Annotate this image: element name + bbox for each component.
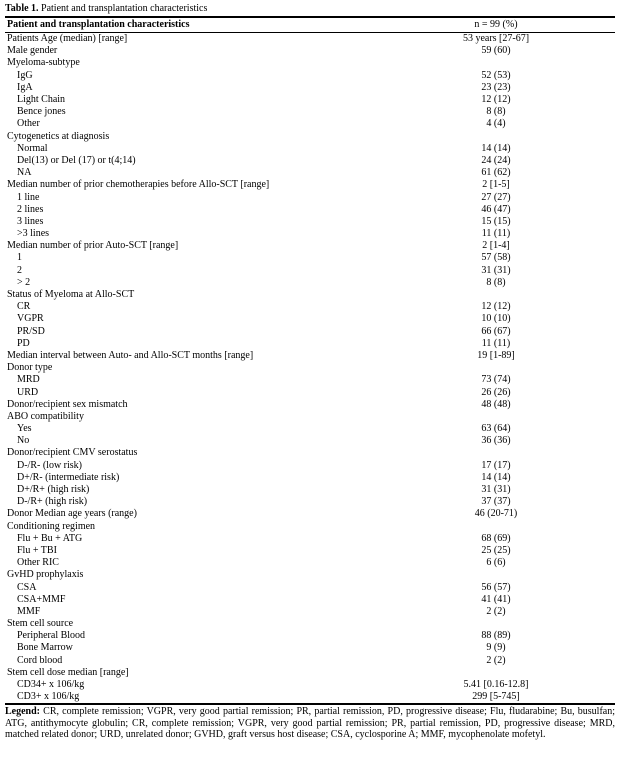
row-label: Donor/recipient sex mismatch — [7, 398, 128, 410]
row-value: 15 (15) — [481, 215, 511, 227]
row-value: 299 [5-745] — [472, 691, 520, 703]
table-row — [5, 70, 615, 82]
row-label: Median number of prior Auto-SCT [range] — [7, 240, 179, 252]
row-label: D+/R+ (high risk) — [17, 484, 90, 496]
row-value: 48 (48) — [481, 398, 511, 410]
row-value: 14 (14) — [481, 471, 511, 483]
row-label: GvHD prophylaxis — [7, 569, 84, 581]
row-label: 3 lines — [17, 215, 44, 227]
row-label: Flu + Bu + ATG — [17, 532, 83, 544]
table-row — [5, 533, 615, 545]
row-value: 46 (47) — [481, 203, 511, 215]
row-value: 36 (36) — [481, 435, 511, 447]
table-row — [5, 191, 615, 203]
row-label: NA — [17, 167, 32, 179]
row-label: Yes — [17, 423, 32, 435]
table-row — [5, 581, 615, 593]
row-value — [377, 667, 615, 679]
row-label: MRD — [17, 374, 40, 386]
table-caption-text: Patient and transplantation characteristics — [41, 3, 208, 14]
row-label: Conditioning regimen — [7, 520, 96, 532]
table-row — [5, 155, 615, 167]
row-label: Normal — [17, 142, 48, 154]
row-label: D-/R+ (high risk) — [17, 496, 88, 508]
characteristics-table — [5, 16, 615, 705]
row-label: MMF — [17, 605, 41, 617]
table-row — [5, 691, 615, 704]
row-value: 8 (8) — [486, 276, 506, 288]
table-row — [5, 167, 615, 179]
row-value: 57 (58) — [481, 252, 511, 264]
legend-text: CR, complete remission; VGPR, very good partial remission; PR, partial remission, PD, progressive disease; Flu, fludarabine; Bu, busulfan; ATG, antithymocyte globulin; CR, complete remission; VGPR, very good partial remission; PR, partial remission, PD, progressive disease; MRD, matched related donor; URD, unrelated donor; GVHD, graft versus host disease; CSA, cyclosporine A; MMF, mycophenolate mofetyl. — [5, 706, 616, 741]
table-row — [5, 301, 615, 313]
table-legend — [5, 705, 615, 741]
table-row — [5, 642, 615, 654]
table-row — [5, 45, 615, 57]
row-value — [377, 411, 615, 423]
row-value — [377, 362, 615, 374]
row-label: Del(13) or Del (17) or t(4;14) — [17, 154, 136, 166]
row-value: 2 (2) — [486, 654, 506, 666]
row-label: Male gender — [7, 45, 58, 57]
row-label: Status of Myeloma at Allo-SCT — [7, 289, 135, 301]
row-label: Light Chain — [17, 94, 66, 106]
row-label: Donor/recipient CMV serostatus — [7, 447, 138, 459]
row-value: 5.41 [0.16-12.8] — [463, 679, 529, 691]
table-row — [5, 57, 615, 69]
table-row — [5, 557, 615, 569]
table-row — [5, 435, 615, 447]
row-label: >3 lines — [17, 228, 50, 240]
row-value: 17 (17) — [481, 459, 511, 471]
table-row — [5, 338, 615, 350]
row-label: Other — [17, 118, 40, 130]
row-label: Donor Median age years (range) — [7, 508, 137, 520]
table-row — [5, 362, 615, 374]
table-row — [5, 508, 615, 520]
row-label: IgA — [17, 81, 33, 93]
row-value: 52 (53) — [481, 69, 511, 81]
row-label: D-/R- (low risk) — [17, 459, 82, 471]
row-value: 56 (57) — [481, 581, 511, 593]
table-row — [5, 143, 615, 155]
row-label: IgG — [17, 69, 33, 81]
table-row — [5, 460, 615, 472]
row-label: VGPR — [17, 313, 44, 325]
row-label: Cord blood — [17, 654, 63, 666]
table-row — [5, 106, 615, 118]
document-page — [5, 0, 615, 741]
row-value: 2 (2) — [486, 605, 506, 617]
table-row — [5, 521, 615, 533]
table-row — [5, 472, 615, 484]
row-label: Stem cell dose median [range] — [7, 666, 129, 678]
row-label: Donor type — [7, 362, 53, 374]
row-value — [377, 289, 615, 301]
row-value — [377, 521, 615, 533]
row-label: CSA+MMF — [17, 593, 66, 605]
row-label: Cytogenetics at diagnosis — [7, 130, 110, 142]
table-body — [5, 33, 615, 705]
row-value — [377, 569, 615, 581]
row-label: CD3+ x 106/kg — [17, 691, 80, 703]
table-row — [5, 594, 615, 606]
row-value: 73 (74) — [481, 374, 511, 386]
table-row — [5, 545, 615, 557]
table-row — [5, 496, 615, 508]
row-label: 2 lines — [17, 203, 44, 215]
row-value: 12 (12) — [481, 94, 511, 106]
row-value: 6 (6) — [486, 557, 506, 569]
row-value — [377, 57, 615, 69]
row-value — [377, 131, 615, 143]
row-label: Stem cell source — [7, 618, 74, 630]
row-label: URD — [17, 386, 39, 398]
table-row — [5, 423, 615, 435]
row-label: CSA — [17, 581, 37, 593]
row-label: PD — [17, 337, 30, 349]
row-label: Other RIC — [17, 557, 59, 569]
table-row — [5, 289, 615, 301]
table-row — [5, 326, 615, 338]
table-caption — [5, 3, 615, 16]
row-value: 10 (10) — [481, 313, 511, 325]
table-header-row — [5, 17, 615, 33]
row-value: 23 (23) — [481, 81, 511, 93]
row-label: 1 — [17, 252, 22, 264]
row-value: 61 (62) — [481, 167, 511, 179]
row-label: PR/SD — [17, 325, 45, 337]
table-row — [5, 411, 615, 423]
row-value: 25 (25) — [481, 544, 511, 556]
row-value: 11 (11) — [481, 228, 511, 240]
table-row — [5, 118, 615, 130]
row-label: No — [17, 435, 30, 447]
row-value: 12 (12) — [481, 301, 511, 313]
row-label: Median interval between Auto- and Allo-SCT months [range] — [7, 349, 254, 361]
table-row — [5, 386, 615, 398]
row-value: 59 (60) — [481, 45, 511, 57]
table-row — [5, 131, 615, 143]
table-row — [5, 618, 615, 630]
row-label: Peripheral Blood — [17, 630, 86, 642]
table-row — [5, 204, 615, 216]
table-row — [5, 606, 615, 618]
legend-label: Legend: — [5, 706, 40, 718]
row-value: 68 (69) — [481, 532, 511, 544]
table-row — [5, 447, 615, 459]
row-label: Flu + TBI — [17, 544, 57, 556]
row-value: 26 (26) — [481, 386, 511, 398]
table-row — [5, 374, 615, 386]
table-caption-label: Table 1. — [5, 3, 39, 14]
row-value — [377, 447, 615, 459]
table-row — [5, 667, 615, 679]
row-label: Median number of prior chemotherapies before Allo-SCT [range] — [7, 179, 270, 191]
row-value: 24 (24) — [481, 154, 511, 166]
table-row — [5, 679, 615, 691]
row-value: 2 [1-4] — [482, 240, 510, 252]
table-row — [5, 569, 615, 581]
row-label: Bence jones — [17, 106, 66, 118]
header-characteristics: Patient and transplantation characteristics — [7, 19, 190, 30]
row-value: 11 (11) — [481, 337, 511, 349]
table-row — [5, 484, 615, 496]
table-row — [5, 350, 615, 362]
table-row — [5, 313, 615, 325]
table-row — [5, 265, 615, 277]
row-label: Bone Marrow — [17, 642, 73, 654]
table-row — [5, 630, 615, 642]
row-label: Patients Age (median) [range] — [7, 33, 128, 45]
table-row — [5, 94, 615, 106]
row-value: 63 (64) — [481, 423, 511, 435]
table-row — [5, 655, 615, 667]
row-value: 27 (27) — [481, 191, 511, 203]
row-value: 2 [1-5] — [482, 179, 510, 191]
row-value: 31 (31) — [481, 484, 511, 496]
table-row — [5, 33, 615, 46]
row-value: 14 (14) — [481, 142, 511, 154]
row-value: 88 (89) — [481, 630, 511, 642]
row-label: CD34+ x 106/kg — [17, 679, 85, 691]
row-value: 53 years [27-67] — [462, 33, 530, 45]
row-value: 37 (37) — [481, 496, 511, 508]
row-label: > 2 — [17, 276, 31, 288]
table-row — [5, 240, 615, 252]
row-value: 8 (8) — [486, 106, 506, 118]
row-label: ABO compatibility — [7, 410, 84, 422]
table-row — [5, 82, 615, 94]
row-value — [377, 618, 615, 630]
table-row — [5, 216, 615, 228]
header-count: n = 99 (%) — [474, 19, 518, 30]
table-row — [5, 277, 615, 289]
row-value: 19 [1-89] — [477, 349, 515, 361]
row-value: 66 (67) — [481, 325, 511, 337]
row-label: D+/R- (intermediate risk) — [17, 471, 120, 483]
table-row — [5, 228, 615, 240]
table-row — [5, 399, 615, 411]
row-value: 4 (4) — [486, 118, 506, 130]
row-label: 1 line — [17, 191, 40, 203]
row-value: 31 (31) — [481, 264, 511, 276]
row-label: 2 — [17, 264, 22, 276]
row-label: CR — [17, 301, 31, 313]
row-value: 41 (41) — [481, 593, 511, 605]
row-value: 46 (20-71) — [474, 508, 518, 520]
row-label: Myeloma-subtype — [7, 57, 80, 69]
row-value: 9 (9) — [486, 642, 506, 654]
table-row — [5, 179, 615, 191]
table-row — [5, 252, 615, 264]
